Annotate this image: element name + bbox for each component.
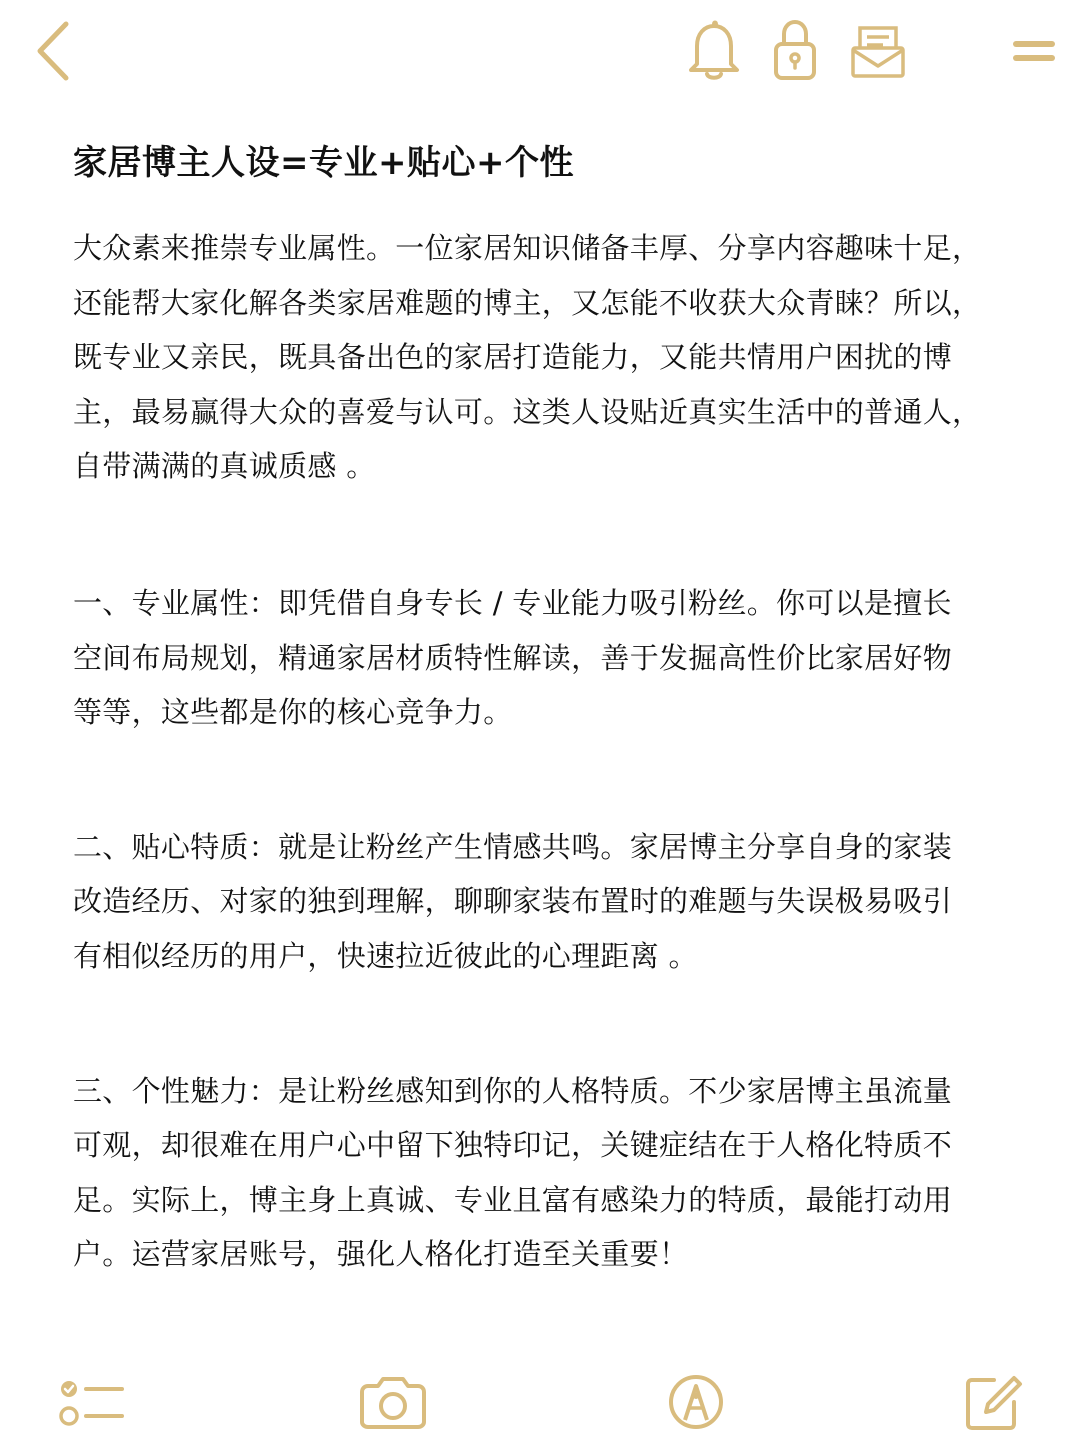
markup-icon[interactable] [666,1372,726,1432]
checklist-icon[interactable] [58,1378,126,1428]
bottom-toolbar [0,1360,1080,1440]
back-chevron-icon[interactable] [30,18,74,84]
camera-icon[interactable] [358,1376,428,1430]
section-caring: 二、贴心特质：就是让粉丝产生情感共鸣。家居博主分享自身的家装改造经历、对家的独到理解，聊聊家装布置时的难题与失误极易吸引有相似经历的用户，快速拉近彼此的心理距离 。 [73,829,953,973]
bell-icon[interactable] [687,18,741,82]
compose-icon[interactable] [964,1374,1024,1432]
lock-icon[interactable] [772,18,818,84]
note-title: 家居博主人设=专业+贴心+个性 [73,143,574,183]
section-professional: 一、专业属性：即凭借自身专长 / 专业能力吸引粉丝。你可以是擅长空间布局规划，精通家居材质特性解读，善于发掘高性价比家居好物等等，这些都是你的核心竞争力。 [73,585,953,730]
menu-icon[interactable] [1012,36,1056,66]
section-personality: 三、个性魅力：是让粉丝感知到你的人格特质。不少家居博主虽流量可观，却很难在用户心中留下独特印记，关键症结在于人格化特质不足。实际上，博主身上真诚、专业且富有感染力的特质，最能打动用户。运营家居账号，强化人格化打造至关重要！ [73,1073,953,1272]
intro-paragraph: 大众素来推崇专业属性。一位家居知识储备丰厚、分享内容趣味十足，还能帮大家化解各类家居难题的博主，又怎能不收获大众青睐？所以，既专业又亲民，既具备出色的家居打造能力，又能共情用户困扰的博主，最易赢得大众的喜爱与认可。这类人设贴近真实生活中的普通人，自带满满的真诚质感 。 [73,231,982,484]
note-body[interactable] [73,135,1013,1282]
mail-icon[interactable] [850,24,906,80]
top-toolbar [0,0,1080,110]
